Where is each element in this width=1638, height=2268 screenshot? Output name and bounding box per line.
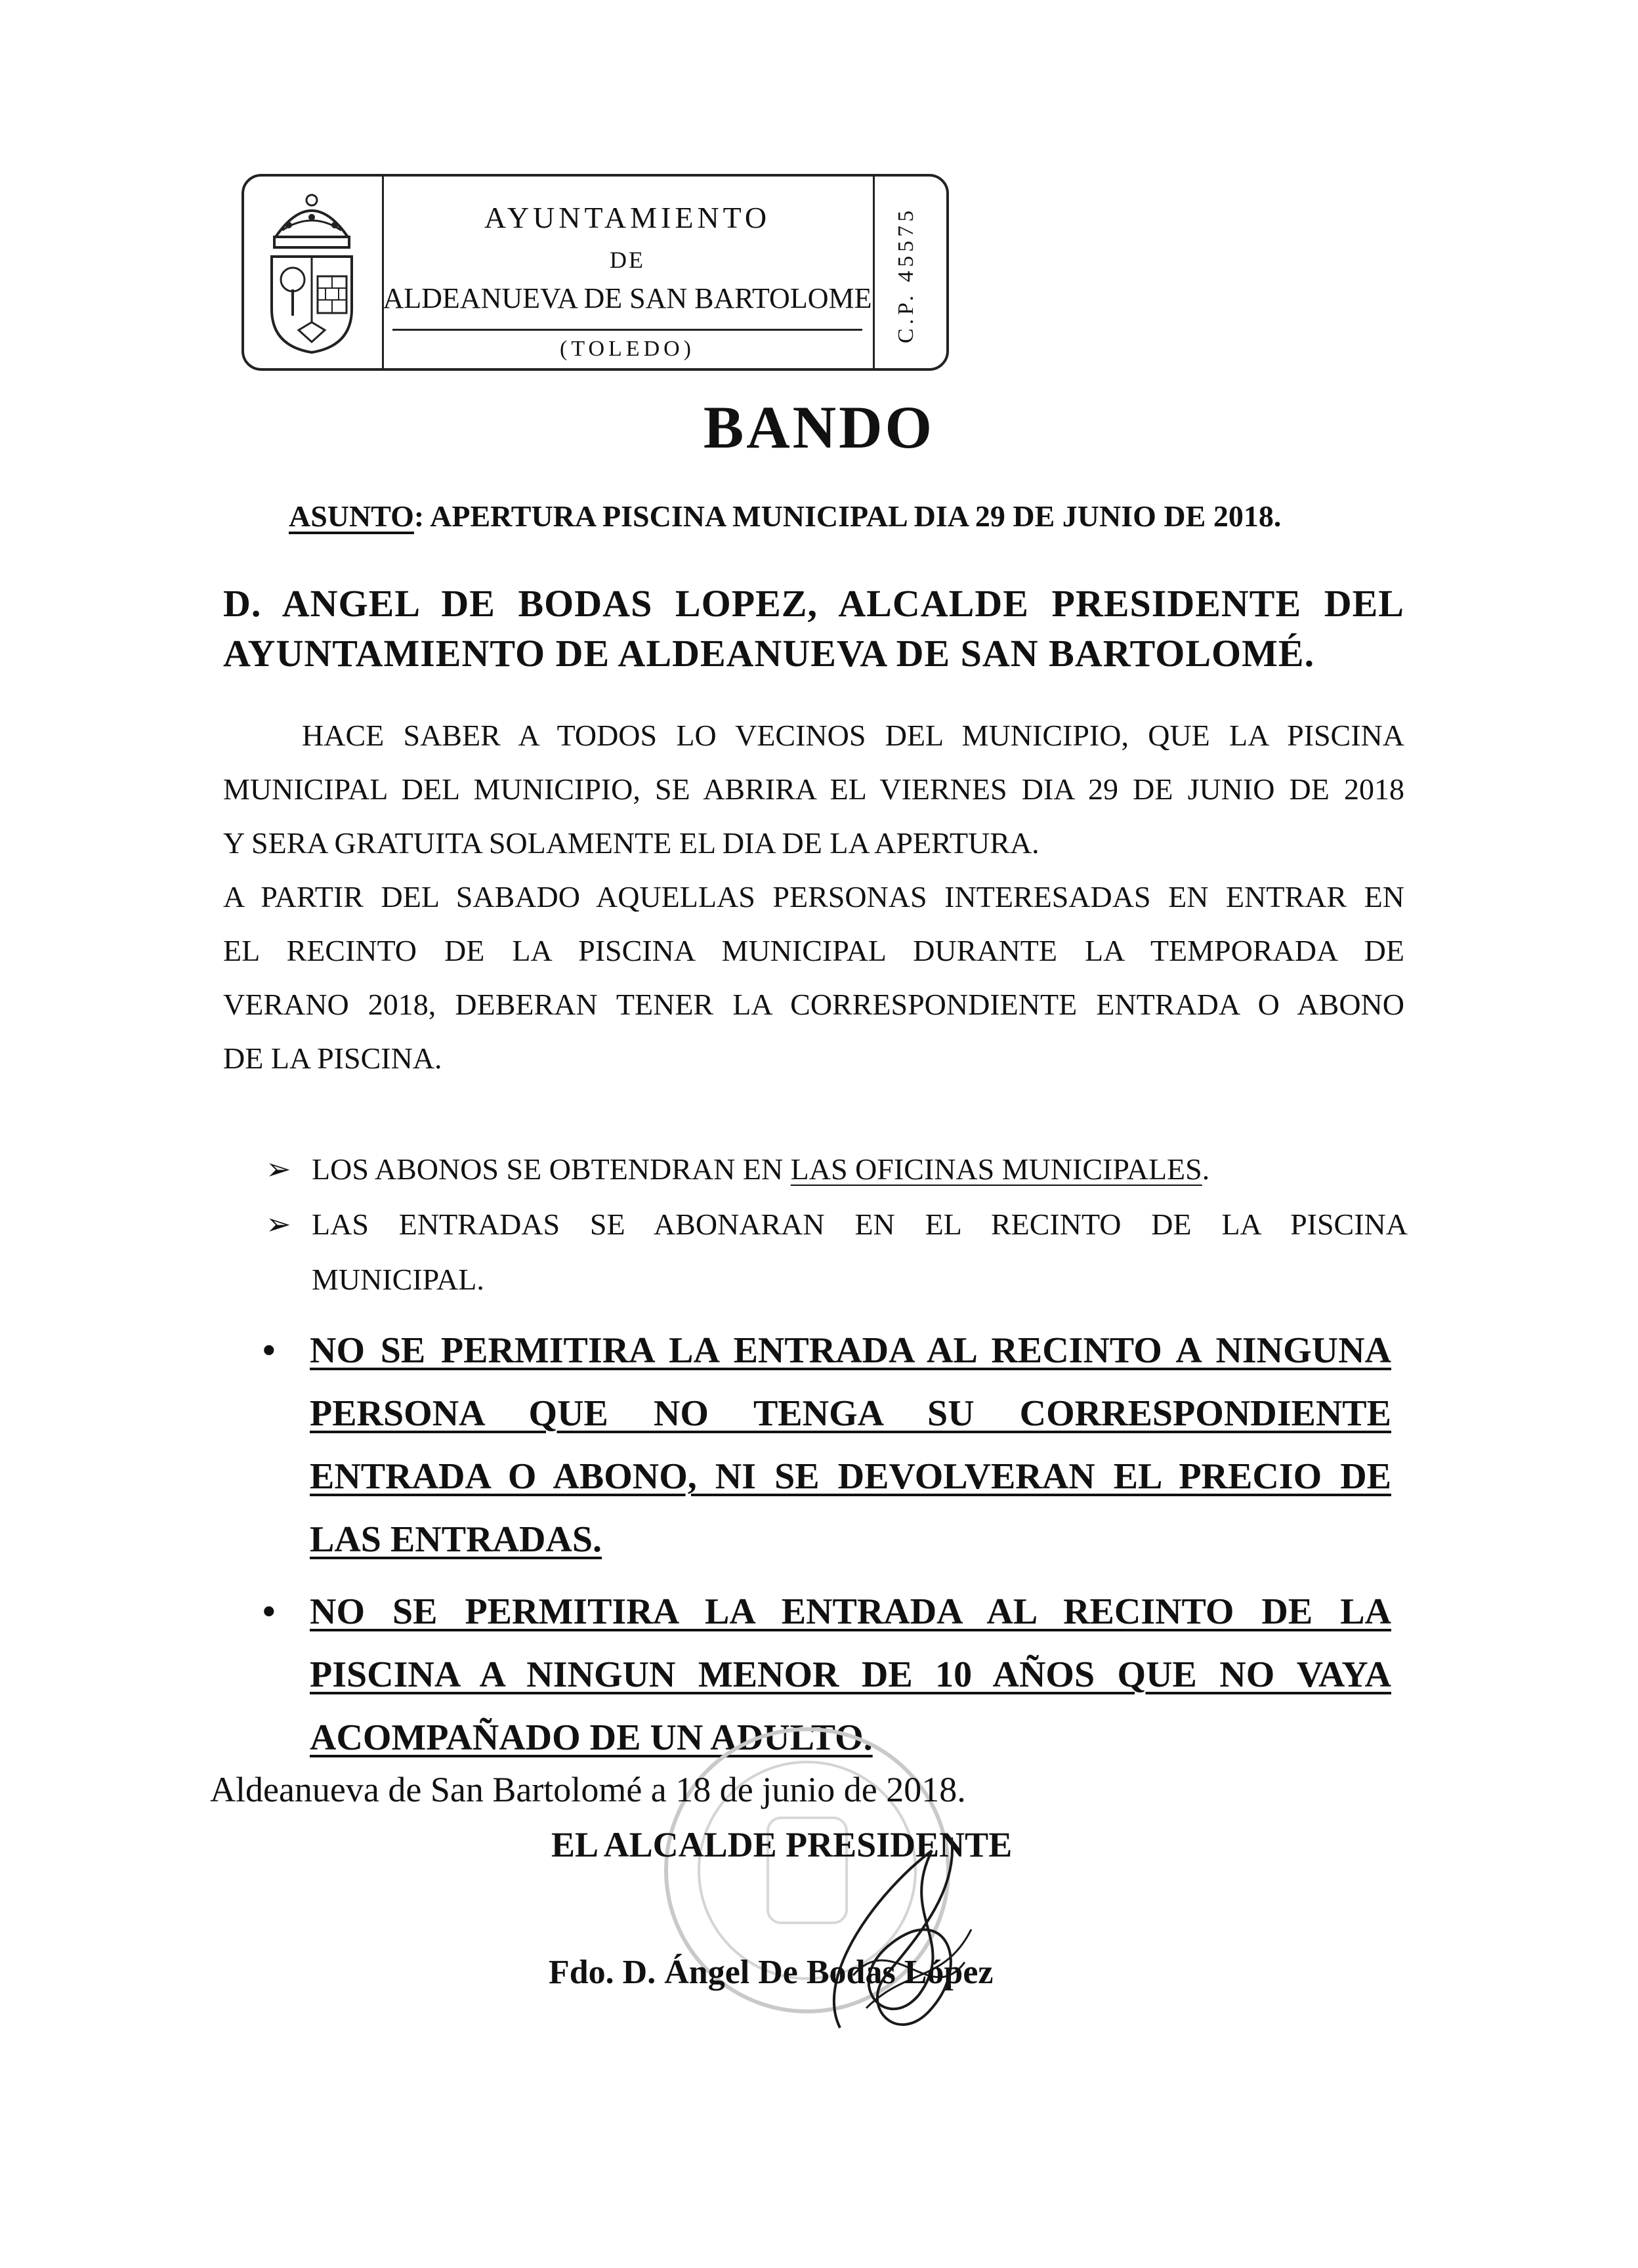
body-line-1: HACE SABER A TODOS LO VECINOS DEL MUNICIPIO, QUE LA PISCINA <box>302 719 1404 752</box>
arrow-item-1-suffix: . <box>1202 1152 1210 1186</box>
rule-2-line-1: NO SE PERMITIRA LA ENTRADA AL RECINTO DE LA <box>310 1591 1391 1632</box>
rule-1-line-3: ENTRADA O ABONO, NI SE DEVOLVERAN EL PRECIO DE <box>310 1456 1391 1497</box>
crest-cell <box>244 177 384 368</box>
stamp-line-de: DE <box>610 247 645 273</box>
arrow-item-abonos <box>266 1142 1408 1197</box>
body-line-3: Y SERA GRATUITA SOLAMENTE EL DIA DE LA APERTURA. <box>223 826 1040 860</box>
signed-by: Fdo. D. Ángel De Bodas López <box>549 1954 994 1991</box>
municipal-crest-icon <box>262 191 361 355</box>
document-title: BANDO <box>703 394 935 461</box>
rule-item-entry <box>262 1319 1391 1571</box>
arrow-item-2-line-1: LAS ENTRADAS SE ABONARAN EN EL RECINTO DE LA PISCINA <box>312 1208 1408 1241</box>
body-line-4: A PARTIR DEL SABADO AQUELLAS PERSONAS INTERESADAS EN ENTRAR EN <box>223 880 1404 914</box>
body-line-2: MUNICIPAL DEL MUNICIPIO, SE ABRIRA EL VIERNES DIA 29 DE JUNIO DE 2018 <box>223 772 1404 806</box>
body-line-7: DE LA PISCINA. <box>223 1041 442 1075</box>
bullet-dot-icon: • <box>262 1330 276 1371</box>
bullet-dot-icon: • <box>262 1591 276 1632</box>
arrow-item-1-underlined: LAS OFICINAS MUNICIPALES <box>790 1152 1202 1186</box>
place-and-date: Aldeanueva de San Bartolomé a 18 de junio de 2018. <box>210 1770 966 1809</box>
mayor-line-1: D. ANGEL DE BODAS LOPEZ, ALCALDE PRESIDENTE DEL <box>223 582 1404 625</box>
stamp-line-province: (TOLEDO) <box>560 337 695 361</box>
mayor-heading <box>223 579 1404 679</box>
handwritten-signature-icon <box>801 1811 998 2061</box>
signer-role: EL ALCALDE PRESIDENTE <box>551 1825 1013 1864</box>
municipal-header-stamp <box>242 174 949 371</box>
body-line-6: VERANO 2018, DEBERAN TENER LA CORRESPONDIENTE ENTRADA O ABONO <box>223 988 1404 1021</box>
arrow-item-1-prefix: LOS ABONOS SE OBTENDRAN EN <box>312 1152 791 1186</box>
postal-code-cell <box>873 177 946 368</box>
announcement-body <box>223 709 1404 1085</box>
stamp-line-ayuntamiento: AYUNTAMIENTO <box>484 201 771 234</box>
rules-list <box>262 1319 1391 1778</box>
rule-2-line-2: PISCINA A NINGUN MENOR DE 10 AÑOS QUE NO VAYA <box>310 1654 1391 1695</box>
rule-1-line-4: LAS ENTRADAS. <box>310 1519 602 1560</box>
arrow-item-2-line-2: MUNICIPAL. <box>312 1263 484 1296</box>
stamp-divider <box>392 329 862 331</box>
subject-line <box>289 499 1281 534</box>
rule-1-line-1: NO SE PERMITIRA LA ENTRADA AL RECINTO A NINGUNA <box>310 1330 1391 1371</box>
body-line-5: EL RECINTO DE LA PISCINA MUNICIPAL DURANTE LA TEMPORADA DE <box>223 934 1404 967</box>
arrow-list <box>266 1142 1408 1307</box>
subject-label: ASUNTO <box>289 499 414 533</box>
postal-code: C.P. 45575 <box>894 206 918 344</box>
subject-text: : APERTURA PISCINA MUNICIPAL DIA 29 DE JUNIO DE 2018. <box>413 499 1282 533</box>
rule-2-line-3: ACOMPAÑADO DE UN ADULTO. <box>310 1717 873 1758</box>
arrow-bullet-icon: ➢ <box>266 1152 291 1186</box>
stamp-text-cell <box>382 177 875 368</box>
stamp-line-town: ALDEANUEVA DE SAN BARTOLOME <box>383 282 872 314</box>
mayor-line-2: AYUNTAMIENTO DE ALDEANUEVA DE SAN BARTOLOMÉ. <box>223 632 1315 675</box>
arrow-bullet-icon: ➢ <box>266 1208 291 1241</box>
arrow-item-entradas <box>266 1197 1408 1307</box>
rule-1-line-2: PERSONA QUE NO TENGA SU CORRESPONDIENTE <box>310 1393 1391 1434</box>
